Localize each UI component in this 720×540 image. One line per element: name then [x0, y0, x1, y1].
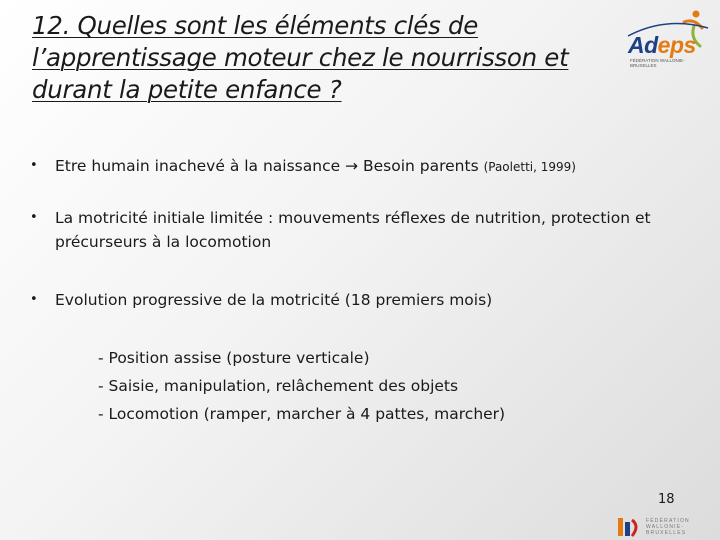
bullet-text: Evolution progressive de la motricité (18 premiers mois): [55, 291, 493, 309]
federation-text: [646, 518, 712, 536]
bullet-dot-icon: •: [30, 292, 38, 307]
bullet-item: [30, 206, 690, 254]
page-number: 18: [658, 492, 675, 507]
adeps-word-ad: Ad: [628, 32, 658, 58]
adeps-word-eps: eps: [657, 32, 696, 58]
bullet-item: [30, 288, 690, 312]
bullet-item: [30, 154, 690, 179]
bullet-text: La motricité initiale limitée : mouvements réflexes de nutrition, protection et précurseurs à la locomotion: [55, 209, 651, 251]
sub-item: - Position assise (posture verticale): [98, 349, 370, 367]
bullet-text: Etre humain inachevé à la naissance → Besoin parents: [55, 157, 479, 175]
adeps-subtitle: FÉDÉRATION WALLONIE-BRUXELLES: [630, 58, 685, 68]
federation-emblem-icon: [612, 512, 642, 540]
adeps-wordmark: [628, 32, 696, 59]
bullet-dot-icon: •: [30, 210, 38, 225]
sub-item: - Locomotion (ramper, marcher à 4 pattes, marcher): [98, 405, 506, 423]
adeps-logo: [616, 6, 716, 76]
federation-text-line1: FÉDÉRATION: [646, 518, 690, 524]
sub-item: - Saisie, manipulation, relâchement des objets: [98, 377, 459, 395]
slide-title: 12. Quelles sont les éléments clés de l’apprentissage moteur chez le nourrisson et durant la petite enfance ?: [32, 11, 569, 104]
bullet-dot-icon: •: [30, 158, 38, 173]
bullet-citation: (Paoletti, 1999): [483, 160, 576, 174]
federation-text-line2: WALLONIE-BRUXELLES: [646, 524, 687, 536]
federation-logo: [612, 512, 712, 540]
